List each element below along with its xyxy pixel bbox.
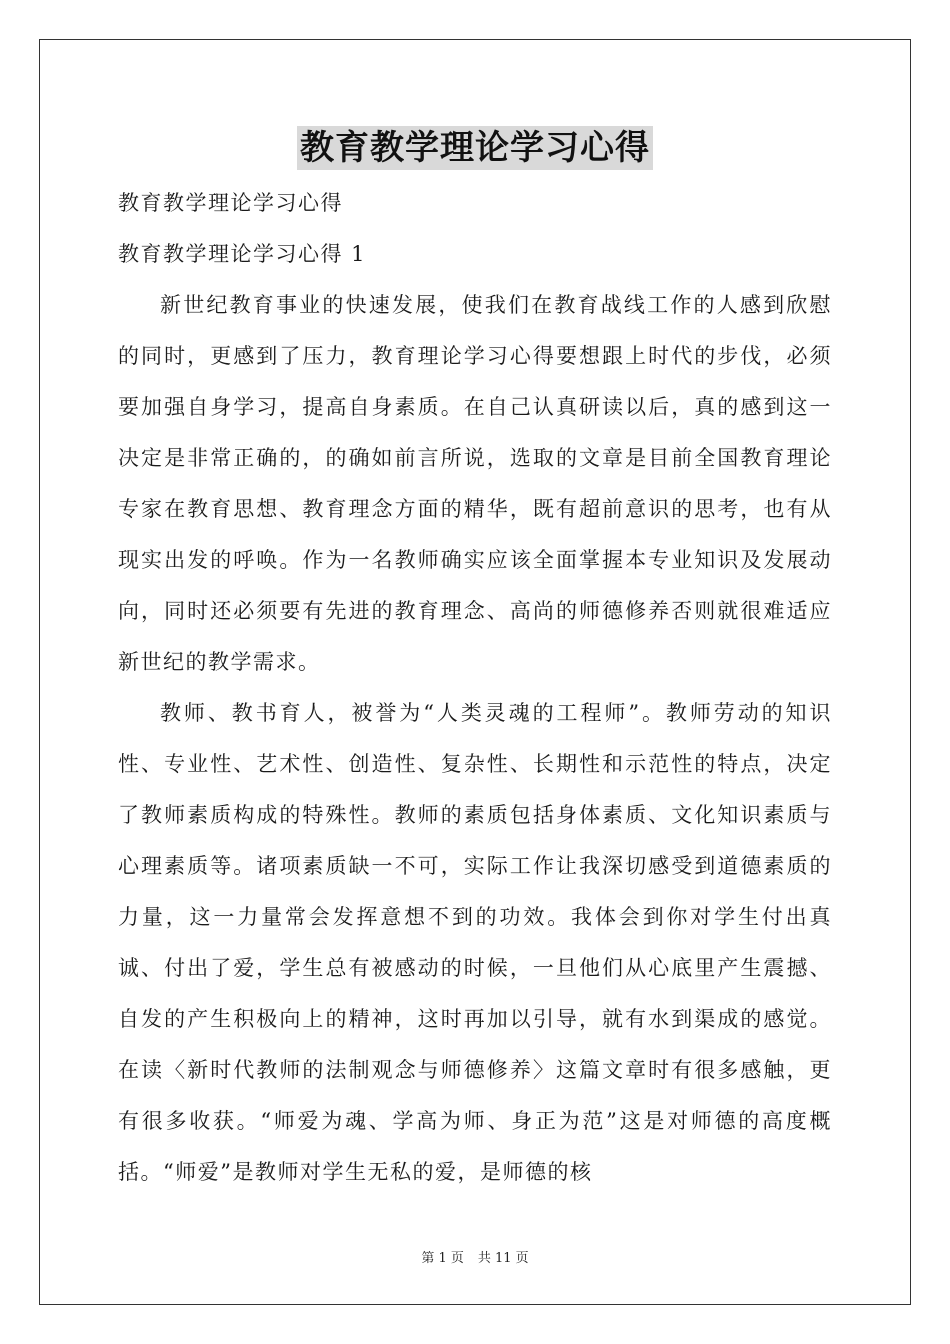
page-number: 第 1 页 xyxy=(421,1251,464,1266)
section-heading: 教育教学理论学习心得 1 xyxy=(118,242,367,266)
paragraph: 新世纪教育事业的快速发展，使我们在教育战线工作的人感到欣慰的同时，更感到了压力，教育理论学习心得要想跟上时代的步伐，必须要加强自身学习，提高自身素质。在自己认真研读以后，真的感到这一决定是非常正确的，的确如前言所说，选取的文章是目前全国教育理论专家在教育思想、教育理念方面的精华，既有超前意识的思考，也有从现实出发的呼唤。作为一名教师确实应该全面掌握本专业知识及发展动向，同时还必须要有先进的教育理念、高尚的师德修养否则就很难适应新世纪的教学需求。 xyxy=(118,293,832,674)
title-container xyxy=(0,126,950,170)
document-body xyxy=(118,178,832,1198)
page-footer xyxy=(0,1247,950,1266)
document-subtitle: 教育教学理论学习心得 xyxy=(118,191,343,215)
paragraph: 教师、教书育人，被誉为“人类灵魂的工程师”。教师劳动的知识性、专业性、艺术性、创造性、复杂性、长期性和示范性的特点，决定了教师素质构成的特殊性。教师的素质包括身体素质、文化知识素质与心理素质等。诸项素质缺一不可，实际工作让我深切感受到道德素质的力量，这一力量常会发挥意想不到的功效。我体会到你对学生付出真诚、付出了爱，学生总有被感动的时候，一旦他们从心底里产生震撼、自发的产生积极向上的精神，这时再加以引导，就有水到渠成的感觉。在读〈新时代教师的法制观念与师德修养〉这篇文章时有很多感触，更有很多收获。“师爱为魂、学高为师、身正为范”这是对师德的高度概括。“师爱”是教师对学生无私的爱，是师德的核 xyxy=(118,701,832,1184)
page-total: 共 11 页 xyxy=(477,1251,529,1266)
document-title: 教育教学理论学习心得 xyxy=(297,126,653,170)
